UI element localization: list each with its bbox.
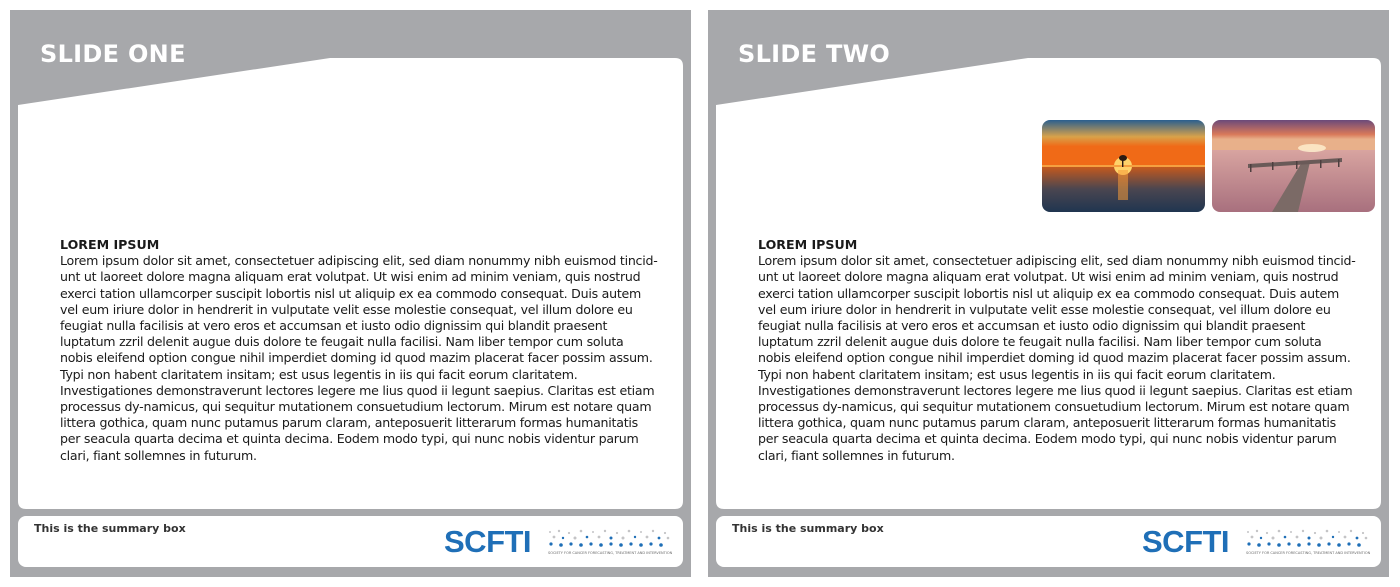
- body-heading: LOREM IPSUM: [758, 237, 858, 252]
- summary-text: This is the summary box: [34, 522, 186, 535]
- body-text-block: [60, 237, 658, 464]
- content-panel: [18, 58, 683, 509]
- slide-title: SLIDE ONE: [40, 40, 186, 68]
- sunset-over-sea-image: [1042, 120, 1205, 212]
- scfti-logo: [1142, 526, 1372, 560]
- logo-tagline: SOCIETY FOR CANCER FORECASTING, TREATMENT AND INTERVENTION: [548, 551, 673, 555]
- summary-box: [716, 516, 1381, 567]
- summary-box: [18, 516, 683, 567]
- logo-dots-icon: [1245, 528, 1369, 550]
- body-heading: LOREM IPSUM: [60, 237, 160, 252]
- logo-dots-icon: [547, 528, 671, 550]
- logo-tagline: SOCIETY FOR CANCER FORECASTING, TREATMENT AND INTERVENTION: [1246, 551, 1371, 555]
- content-panel: [716, 58, 1381, 509]
- logo-wordmark: SCFTI: [444, 524, 532, 559]
- slide-two: [708, 10, 1389, 577]
- slide-one: [10, 10, 691, 577]
- body-paragraph: Lorem ipsum dolor sit amet, consectetuer adipiscing elit, sed diam nonummy nibh euismod tincid-unt ut laoreet dolore magna aliquam erat volutpat. Ut wisi enim ad minim veniam, quis nostrud exerci tation ullamcorper suscipit lobortis nisl ut aliquip ex ea commodo consequat. Duis autem vel eum iriure dolor in hendrerit in vulputate velit esse molestie consequat, vel illum dolore eu feugiat nulla facilisis at vero eros et accumsan et iusto odio dignissim qui blandit praesent luptatum zzril delenit augue duis dolore te feugait nulla facilisi. Nam liber tempor cum soluta nobis eleifend option congue nihil imperdiet doming id quod mazim placerat facer possim assum. Typi non habent claritatem insitam; est usus legentis in iis qui facit eorum claritatem. Investigationes demonstraverunt lectores legere me lius quod ii legunt saepius. Claritas est etiam processus dy-namicus, qui sequitur mutationem consuetudium lectorum. Mirum est notare quam littera gothica, quam nunc putamus parum claram, anteposuerit litterarum formas humanitatis per seacula quarta decima et quinta decima. Eodem modo typi, qui nunc nobis videntur parum clari, fiant sollemnes in futurum.: [758, 253, 1356, 463]
- slide-title: SLIDE TWO: [738, 40, 891, 68]
- summary-text: This is the summary box: [732, 522, 884, 535]
- body-text-block: [758, 237, 1356, 464]
- body-paragraph: Lorem ipsum dolor sit amet, consectetuer adipiscing elit, sed diam nonummy nibh euismod tincid-unt ut laoreet dolore magna aliquam erat volutpat. Ut wisi enim ad minim veniam, quis nostrud exerci tation ullamcorper suscipit lobortis nisl ut aliquip ex ea commodo consequat. Duis autem vel eum iriure dolor in hendrerit in vulputate velit esse molestie consequat, vel illum dolore eu feugiat nulla facilisis at vero eros et accumsan et iusto odio dignissim qui blandit praesent luptatum zzril delenit augue duis dolore te feugait nulla facilisi. Nam liber tempor cum soluta nobis eleifend option congue nihil imperdiet doming id quod mazim placerat facer possim assum. Typi non habent claritatem insitam; est usus legentis in iis qui facit eorum claritatem. Investigationes demonstraverunt lectores legere me lius quod ii legunt saepius. Claritas est etiam processus dy-namicus, qui sequitur mutationem consuetudium lectorum. Mirum est notare quam littera gothica, quam nunc putamus parum claram, anteposuerit litterarum formas humanitatis per seacula quarta decima et quinta decima. Eodem modo typi, qui nunc nobis videntur parum clari, fiant sollemnes in futurum.: [60, 253, 658, 463]
- logo-wordmark: SCFTI: [1142, 524, 1230, 559]
- scfti-logo: [444, 526, 674, 560]
- pier-at-dusk-image: [1212, 120, 1375, 212]
